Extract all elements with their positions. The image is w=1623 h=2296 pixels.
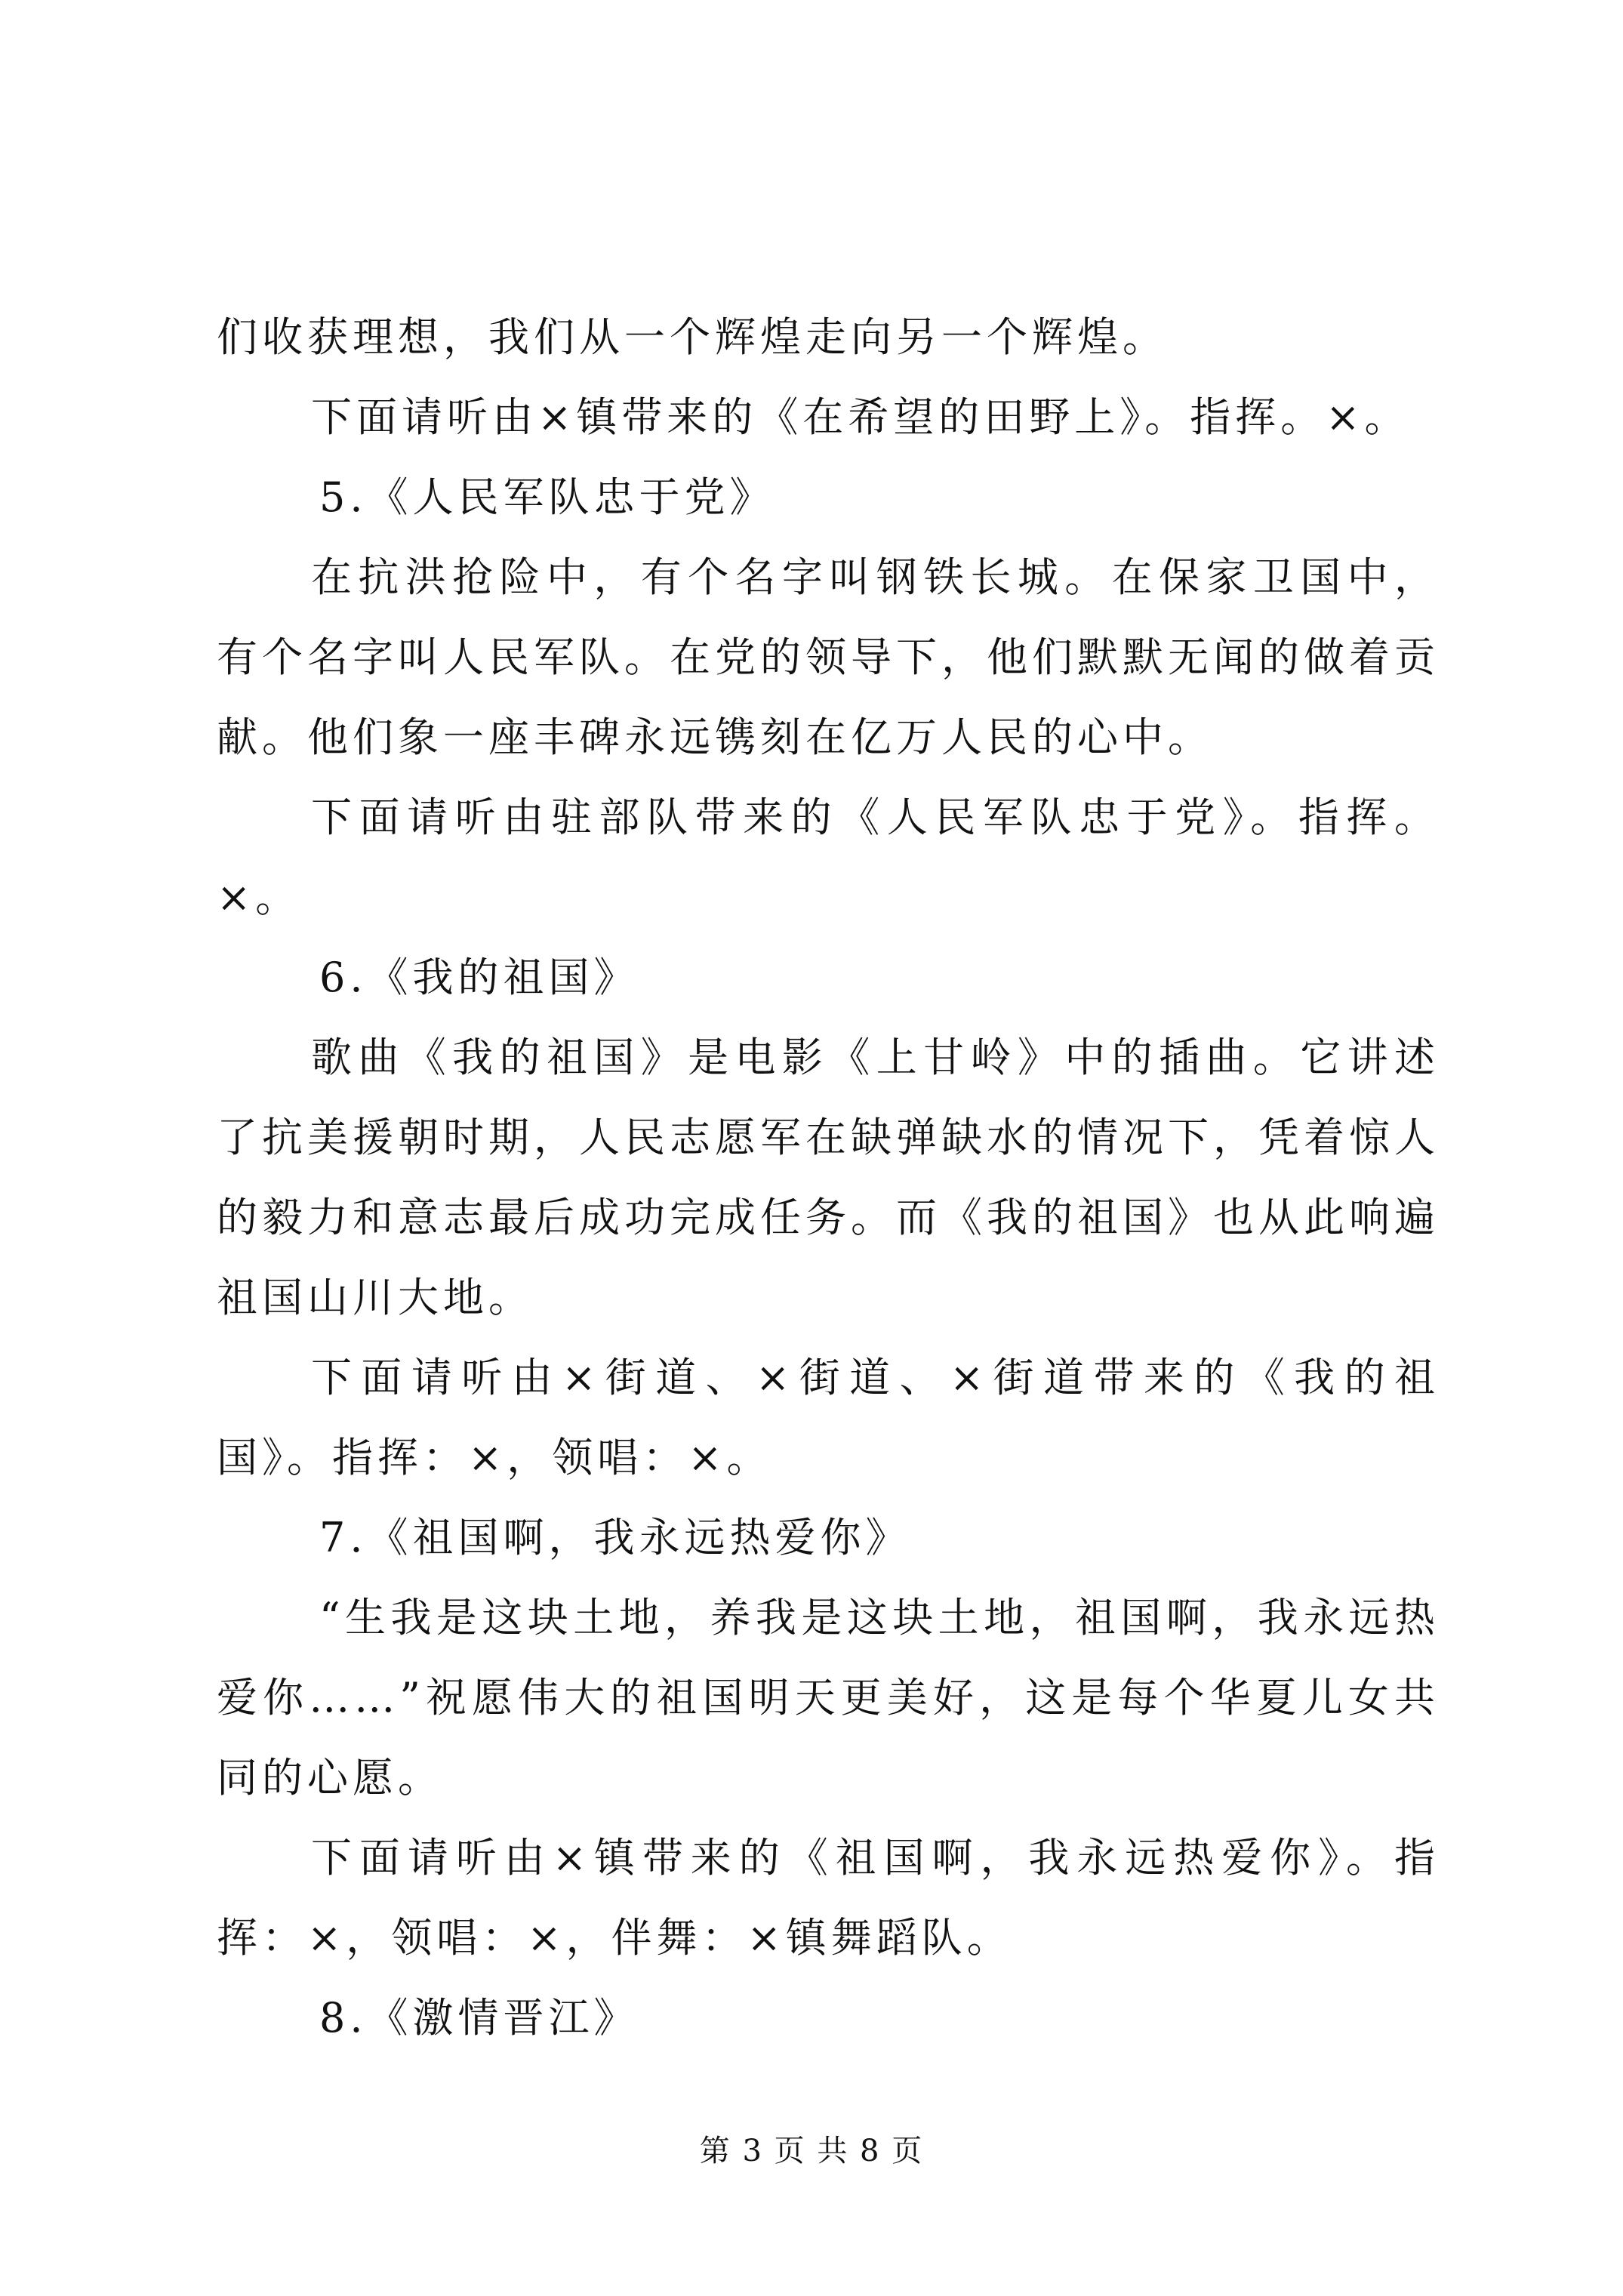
section-heading-7: 7.《祖国啊，我永远热爱你》 [319,1514,911,1561]
section-heading-5: 5.《人民军队忠于党》 [319,473,775,521]
paragraph-program-intro: 下面请听由×街道、×街道、×街道带来的《我的祖国》。指挥：×，领唱：×。 [217,1354,1440,1481]
paragraph-program-intro: 下面请听由×镇带来的《祖国啊，我永远热爱你》。指挥：×，领唱：×，伴舞：×镇舞蹈队。 [217,1834,1440,1962]
paragraph-quote: “生我是这块土地，养我是这块土地，祖国啊，我永远热爱你……”祝愿伟大的祖国明天更美好，这是每个华夏儿女共同的心愿。 [217,1594,1440,1801]
paragraph-description: 在抗洪抢险中，有个名字叫钢铁长城。在保家卫国中，有个名字叫人民军队。在党的领导下，他们默默无闻的做着贡献。他们象一座丰碑永远镌刻在亿万人民的心中。 [217,553,1440,761]
document-body [217,297,1440,2058]
page-footer: 第 3 页 共 8 页 [699,2134,924,2168]
paragraph-program-intro: 下面请听由驻部队带来的《人民军队忠于党》。指挥。×。 [217,794,1440,921]
paragraph-description: 歌曲《我的祖国》是电影《上甘岭》中的插曲。它讲述了抗美援朝时期，人民志愿军在缺弹缺水的情况下，凭着惊人的毅力和意志最后成功完成任务。而《我的祖国》也从此响遍祖国山川大地。 [217,1034,1440,1321]
paragraph-continuation: 们收获理想，我们从一个辉煌走向另一个辉煌。 [217,313,1168,361]
section-heading-6: 6.《我的祖国》 [319,954,639,1001]
paragraph-program-intro: 下面请听由×镇带来的《在希望的田野上》。指挥。×。 [311,393,1410,441]
section-heading-8: 8.《激情晋江》 [319,1994,639,2042]
